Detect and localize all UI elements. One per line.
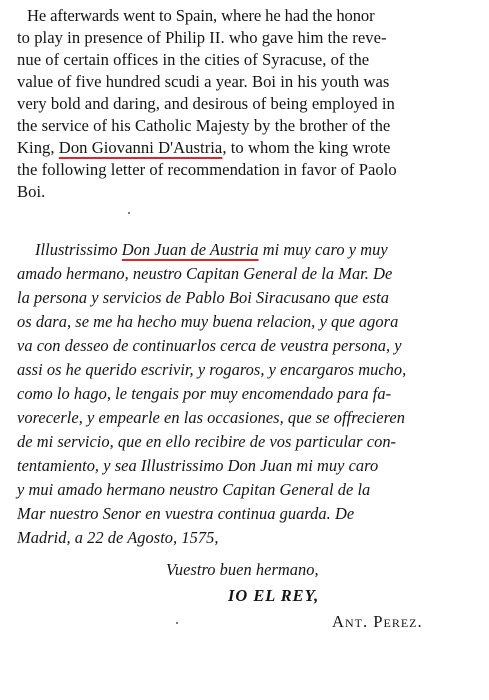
letter-line-7: como lo hago, le tengais por muy encomendado para fa- — [17, 384, 392, 403]
stray-dot-1 — [128, 212, 130, 214]
letter-line-2: amado hermano, neustro Capitan General de la Mar. De — [17, 264, 393, 283]
para1-line-9: Boi. — [17, 182, 46, 201]
para1-line-7-pre: King, — [17, 138, 59, 157]
stray-dot-2 — [176, 622, 178, 624]
para1-line-4: value of five hundred scudi a year. Boi in his youth was — [17, 72, 390, 91]
letter-line-1-pre: Illustrissimo — [35, 240, 122, 259]
letter-line-1-post: mi muy caro y muy — [258, 240, 388, 259]
letter-line-13: Madrid, a 22 de Agosto, 1575, — [17, 528, 219, 547]
letter-line-12: Mar nuestro Senor en vuestra continua guarda. De — [17, 504, 355, 523]
letter-line-8: vorecerle, y empearle en las occasiones, que se offrecieren — [17, 408, 405, 427]
para1-line-6: the service of his Catholic Majesty by the brother of the — [17, 116, 391, 135]
letter-closing: Vuestro buen hermano, — [166, 560, 319, 579]
letter-signature: IO EL REY, — [228, 586, 320, 605]
para1-line-3: nue of certain offices in the cities of Syracuse, of the — [17, 50, 370, 69]
letter-line-3: la persona y servicios de Pablo Boi Siracusano que esta — [17, 288, 389, 307]
letter-line-6: assi os he querido escrivir, y rogaros, y encargaros mucho, — [17, 360, 407, 379]
letter-line-11: y mui amado hermano neustro Capitan General de la — [17, 480, 371, 499]
letter-line-4: os dara, se me ha hecho muy buena relacion, y que agora — [17, 312, 399, 331]
para1-line-2: to play in presence of Philip II. who gave him the reve- — [17, 28, 387, 47]
letter-line-1 — [35, 240, 388, 260]
letter-line-10: tentamiento, y sea Illustrissimo Don Juan mi muy caro — [17, 456, 379, 475]
para1-line-1-text: He afterwards went to Spain, where he had the honor — [27, 6, 375, 25]
para1-line-7 — [17, 138, 390, 158]
letter-line-9: de mi servicio, que en ello recibire de vos particular con- — [17, 432, 397, 451]
don-juan-underlined: Don Juan de Austria — [121, 240, 259, 259]
para1-line-7-post: , to whom the king wrote — [222, 138, 391, 157]
para1-line-1 — [17, 6, 482, 26]
letter-line-5: va con desseo de continuarlos cerca de veustra persona, y — [17, 336, 402, 355]
para1-line-8: the following letter of recommendation in favor of Paolo — [17, 160, 397, 179]
letter-countersign: Ant. Perez. — [332, 612, 423, 631]
don-giovanni-underlined: Don Giovanni D'Austria — [58, 138, 223, 157]
para1-line-5: very bold and daring, and desirous of being employed in — [17, 94, 395, 113]
